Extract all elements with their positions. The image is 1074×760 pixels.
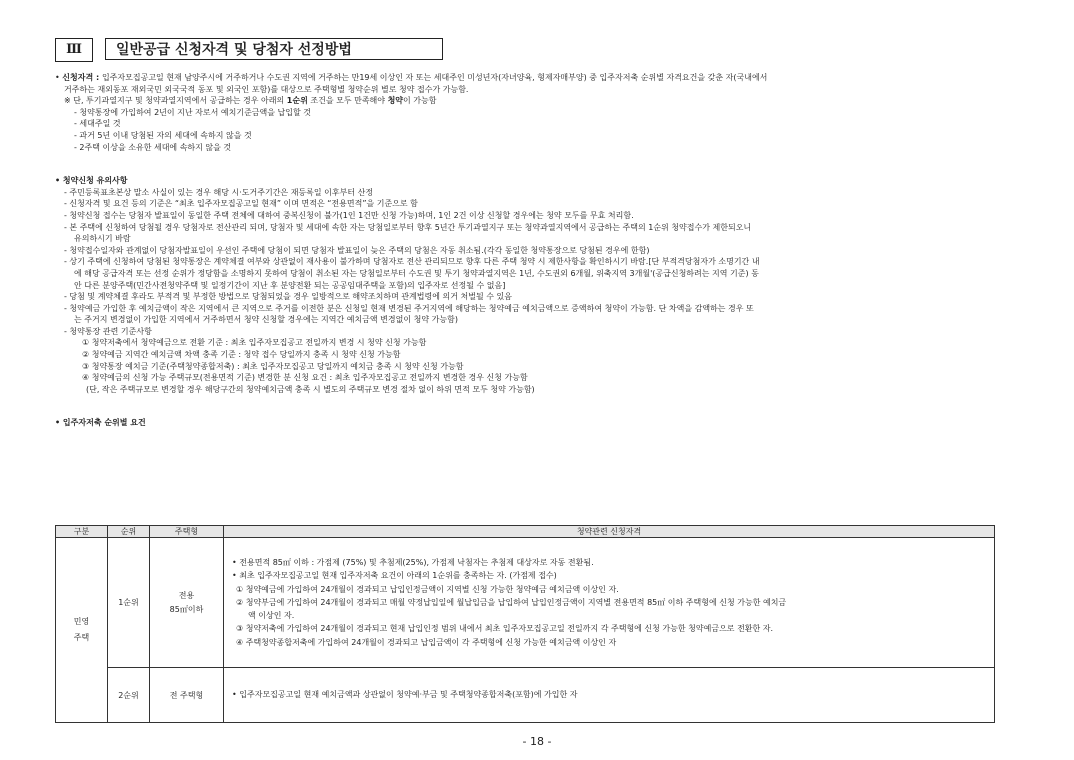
caution-item: 안 다른 분양주택(민간사전청약주택 및 일정기간이 지난 후 분양전환 되는 공공임대주택을 포함)의 입주자로 선정될 수 없음]	[74, 280, 506, 290]
qualification-cell	[224, 668, 995, 723]
qualification-note: ※ 단, 투기과열지구 및 청약과열지역에서 공급하는 경우 아래의 1순위 조건을 모두 만족해야 청약이 가능함	[64, 96, 437, 106]
caution-item: - 청약접수일자와 관계없이 당첨자발표일이 우선인 주택에 당첨이 되면 당첨자 발표일이 늦은 주택의 당첨은 자동 취소됨.(각각 동일한 청약통장으로 당첨된 경우에 한함)	[64, 245, 650, 255]
category-cell: 민영 주택	[56, 538, 108, 723]
qualification-cont: 거주하는 재외동포 재외국민 외국국적 동포 및 외국인 포함)를 대상으로 주택형별 청약순위 별로 청약 접수가 가능함.	[64, 84, 469, 94]
header-rank: 순위	[108, 526, 150, 538]
header-category: 구분	[56, 526, 108, 538]
caution-item: (단, 작은 주택규모로 변경할 경우 해당구간의 청약예치금액 충족 시 별도의 주택규모 변경 절차 없이 하위 면적 모두 청약 가능함)	[86, 384, 535, 394]
detail-bullet: • 최초 입주자모집공고일 현재 입주자저축 요건이 아래의 1순위를 충족하는 자. (가점제 접수)	[232, 571, 557, 581]
rank-heading: • 입주자저축 순위별 요건	[55, 418, 146, 428]
caution-item: ① 청약저축에서 청약예금으로 전환 기준 : 최초 입주자모집공고 전일까지 변경 시 청약 신청 가능함	[82, 338, 427, 348]
qualification-label: 신청자격 :	[62, 73, 102, 82]
qualification-item: - 2주택 이상을 소유한 세대에 속하지 않을 것	[74, 142, 232, 152]
qualification-item: - 과거 5년 이내 당첨된 자의 세대에 속하지 않을 것	[74, 130, 252, 140]
caution-item: - 본 주택에 신청하여 당첨될 경우 당첨자로 전산관리 되며, 당첨자 및 세대에 속한 자는 당첨일로부터 향후 5년간 투기과열지구 또는 청약과열지역에서 공급하는 주택의 1순위 청약접수가 제한되오니	[64, 222, 752, 232]
document-body	[55, 72, 1005, 429]
caution-heading: • 청약신청 유의사항	[55, 176, 128, 186]
table-header-row	[56, 526, 995, 538]
rank-cell: 1순위	[108, 538, 150, 668]
caution-item: - 상기 주택에 신청하여 당첨된 청약통장은 계약체결 여부와 상관없이 재사용이 불가하며 당첨자로 전산 관리되므로 향후 다른 주택 청약 시 제한사항을 확인하시기 바람.[단 부적격당첨자가 소명기간 내	[64, 257, 760, 267]
table-row	[56, 668, 995, 723]
detail-item: 액 이상인 자.	[248, 611, 295, 621]
qualification-item: - 세대주일 것	[74, 119, 121, 129]
caution-item: ④ 청약예금의 신청 가능 주택규모(전용면적 기준) 변경한 분 신청 요건 : 최초 입주자모집공고 전일까지 변경한 경우 신청 가능함	[82, 373, 528, 383]
type-cell: 전 주택형	[150, 668, 224, 723]
caution-item: 는 주거지 변경없이 가입한 지역에서 거주하면서 청약 신청할 경우에는 지역간 예치금액 변경없이 청약 가능함)	[74, 315, 458, 325]
caution-item: - 청약예금 가입한 후 예치금액이 작은 지역에서 큰 지역으로 주거를 이전한 분은 신청일 현재 변경된 주거지역에 해당하는 청약예금 예치금액으로 증액하여 청약이 가능함. 단 차액을 감액하는 경우 또	[64, 303, 754, 313]
qualification-item: - 청약통장에 가입하여 2년이 지난 자로서 예치기준금액을 납입할 것	[74, 107, 311, 117]
caution-item: - 당첨 및 계약체결 후라도 부적격 및 부정한 방법으로 당첨되었을 경우 일방적으로 해약조치하며 관계법령에 의거 처벌될 수 있음	[64, 292, 512, 302]
type-cell: 전용 85㎡이하	[150, 538, 224, 668]
table-row	[56, 538, 995, 668]
detail-bullet: • 전용면적 85㎡ 이하 : 가점제 (75%) 및 추첨제(25%), 가점제 낙첨자는 추첨제 대상자로 자동 전환됨.	[232, 558, 594, 568]
caution-item: 에 해당 공급자격 또는 선정 순위가 정당함을 소명하지 못하여 당첨이 취소된 자는 당첨일로부터 수도권 및 투기 청약과열지역은 1년, 수도권외 6개월, 위축지역 3개월'(공급신청하려는 지역 기준) 동	[74, 268, 759, 278]
qualification-cell	[224, 538, 995, 668]
caution-item: 유의하시기 바람	[74, 234, 131, 244]
detail-bullet: • 입주자모집공고일 현재 예치금액과 상관없이 청약예·부금 및 주택청약종합저축(포함)에 가입한 자	[232, 690, 578, 700]
caution-list	[55, 187, 1005, 396]
section-number: Ⅲ	[55, 38, 93, 62]
caution-item: ③ 청약통장 예치금 기준(주택청약종합저축) : 최초 입주자모집공고 당일까지 예치금 충족 시 청약 신청 가능함	[82, 361, 464, 371]
header-type: 주택형	[150, 526, 224, 538]
page-number: - 18 -	[522, 735, 552, 748]
rank-cell: 2순위	[108, 668, 150, 723]
detail-item: ③ 청약저축에 가입하여 24개월이 경과되고 현재 납입인정 범위 내에서 최초 입주자모집공고일 전일까지 각 주택형에 신청 가능한 청약예금으로 전환한 자.	[236, 624, 774, 634]
detail-item: ④ 주택청약종합저축에 가입하여 24개월이 경과되고 납입금액이 각 주택형에 신청 가능한 예치금액 이상인 자	[236, 637, 617, 647]
qualification-lead: • 신청자격 : 입주자모집공고일 현재 남양주시에 거주하거나 수도권 지역에 거주하는 만19세 이상인 자 또는 세대주인 미성년자(자녀양육, 형제자매부양) 중 입주자저축 순위별 자격요건을 갖춘 자(국내에서	[55, 73, 768, 82]
caution-item: - 청약통장 관련 기준사항	[64, 326, 152, 336]
detail-item: ① 청약예금에 가입하여 24개월이 경과되고 납입인정금액이 지역별 신청 가능한 청약예금 예치금액 이상인 자.	[236, 584, 619, 594]
caution-item: - 신청자격 및 요건 등의 기준은 “최초 입주자모집공고일 현재” 이며 면적은 “전용면적”을 기준으로 함	[64, 199, 418, 209]
header-qualification: 청약관련 신청자격	[224, 526, 995, 538]
detail-item: ② 청약부금에 가입하여 24개월이 경과되고 매월 약정납입일에 월납입금을 납입하여 납입인정금액이 지역별 전용면적 85㎡ 이하 주택형에 신청 가능한 예치금	[236, 597, 787, 607]
caution-item: - 청약신청 접수는 당첨자 발표일이 동일한 주택 전체에 대하여 중복신청이 불가(1인 1건만 신청 가능)하며, 1인 2건 이상 신청할 경우에는 청약 모두를 무효 처리함.	[64, 210, 634, 220]
rank-requirements-table	[55, 525, 995, 723]
caution-item: - 주민등록표초본상 말소 사실이 있는 경우 해당 시·도거주기간은 재등록일 이후부터 산정	[64, 187, 374, 197]
qualification-text: 입주자모집공고일 현재 남양주시에 거주하거나 수도권 지역에 거주하는 만19세 이상인 자 또는 세대주인 미성년자(자녀양육, 형제자매부양) 중 입주자저축 순위별 자격요건을 갖춘 자(국내에서	[101, 73, 768, 82]
caution-item: ② 청약예금 지역간 예치금액 차액 충족 기준 : 청약 접수 당일까지 충족 시 청약 신청 가능함	[82, 350, 401, 360]
section-title: 일반공급 신청자격 및 당첨자 선정방법	[105, 38, 443, 60]
